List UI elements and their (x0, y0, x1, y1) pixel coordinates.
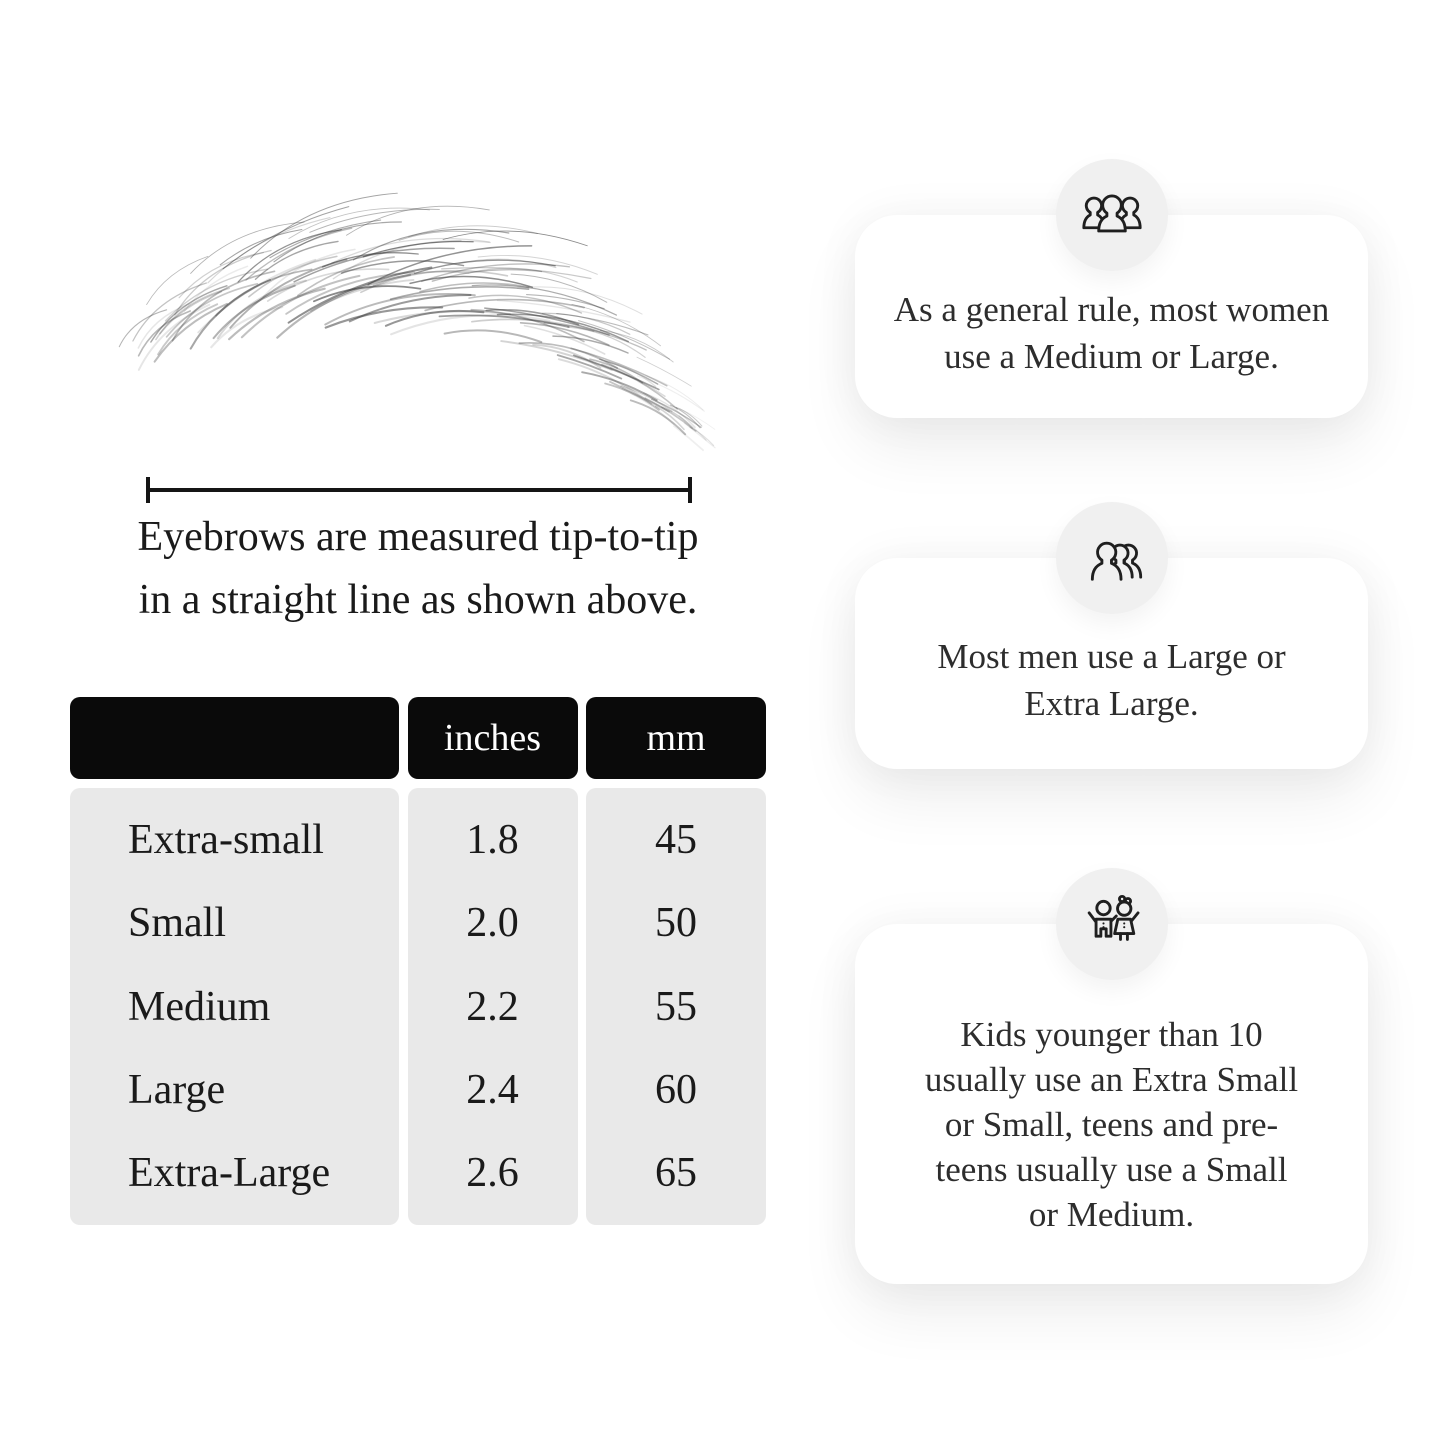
info-card-men (855, 558, 1368, 769)
size-table-body (70, 788, 766, 1225)
mm-value: 65 (655, 1150, 697, 1197)
mm-value: 45 (655, 816, 697, 863)
measurement-caption-line2: in a straight line as shown above. (138, 577, 698, 623)
icon-badge (1056, 159, 1168, 271)
size-table-column-inches (408, 788, 578, 1225)
men-group-icon (1078, 524, 1146, 592)
size-table-column-mm (586, 788, 766, 1225)
size-table-header-row (70, 697, 766, 779)
info-card-kids (855, 924, 1368, 1284)
inches-value: 2.6 (466, 1150, 519, 1197)
mm-value: 55 (655, 983, 697, 1030)
inches-value: 2.2 (466, 983, 519, 1030)
size-label: Extra-small (128, 816, 324, 863)
size-label: Medium (128, 983, 271, 1030)
info-card-women (855, 215, 1368, 418)
inches-value: 2.4 (466, 1066, 519, 1113)
eyebrow-illustration (105, 238, 705, 448)
measurement-endcap-left (146, 477, 150, 503)
measurement-caption (88, 506, 748, 632)
measurement-caption-line1: Eyebrows are measured tip-to-tip (137, 514, 699, 560)
size-table-header-mm: mm (586, 697, 766, 779)
size-label: Extra-Large (128, 1150, 331, 1197)
size-label: Small (128, 900, 227, 947)
info-card-text: As a general rule, most women use a Medium or Large. (893, 289, 1330, 376)
mm-value: 50 (655, 900, 697, 947)
inches-value: 1.8 (466, 816, 519, 863)
info-card-text: Kids younger than 10 usually use an Extra Small or Small, teens and pre-teens usually use a Small or Medium. (924, 1014, 1299, 1234)
icon-badge (1056, 502, 1168, 614)
measurement-endcap-right (688, 477, 692, 503)
size-table-header-inches: inches (408, 697, 578, 779)
women-group-icon (1078, 181, 1146, 249)
size-table (70, 697, 766, 1225)
inches-value: 2.0 (466, 900, 519, 947)
children-icon (1078, 890, 1146, 958)
size-table-column-sizes (70, 788, 399, 1225)
size-label: Large (128, 1066, 226, 1113)
measurement-line (146, 488, 692, 492)
mm-value: 60 (655, 1066, 697, 1113)
info-card-text: Most men use a Large or Extra Large. (937, 636, 1286, 723)
icon-badge (1056, 868, 1168, 980)
size-table-header-size (70, 697, 399, 779)
